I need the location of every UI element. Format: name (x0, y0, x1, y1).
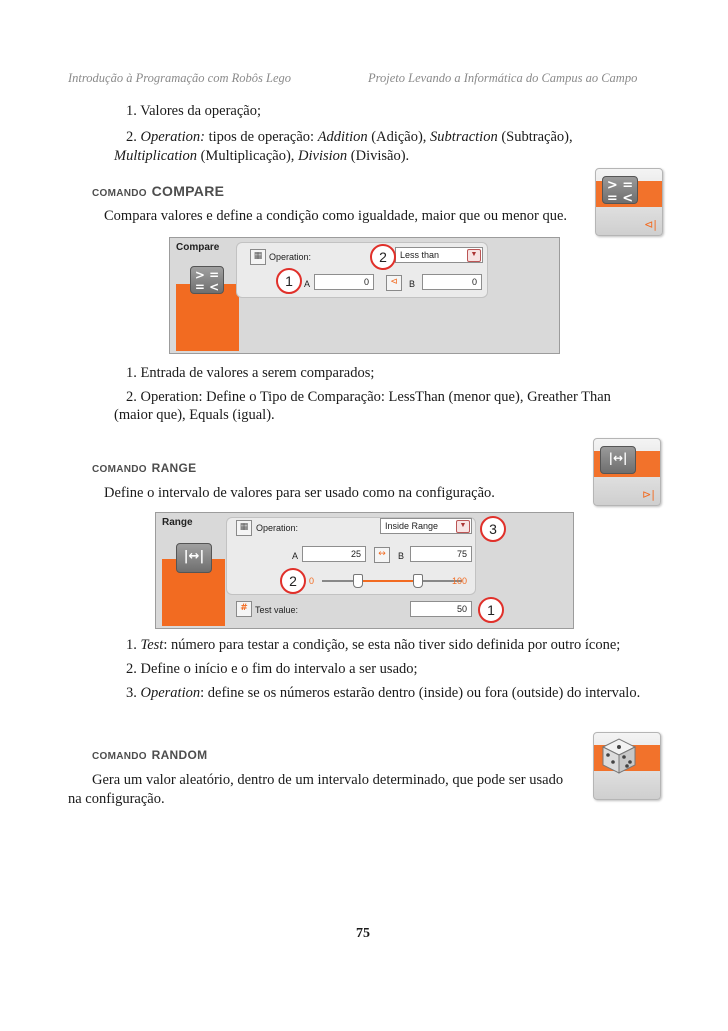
range-description: Define o intervalo de valores para ser usado como na configuração. (104, 485, 495, 501)
random-block-icon (593, 732, 661, 800)
callout-1: 1 (276, 268, 302, 294)
compare-operation-select[interactable]: Less than ▼ (395, 247, 483, 263)
callout-2: 2 (370, 244, 396, 270)
callout-3: 3 (480, 516, 506, 542)
range-heading: COMANDO RANGE (92, 461, 197, 475)
range-block-icon (593, 438, 661, 506)
range-slider-min: 0 (309, 576, 315, 586)
range-operation-label: Operation: (256, 523, 299, 533)
random-description-line-2: na configuração. (68, 791, 165, 807)
range-b-label: B (398, 551, 405, 561)
range-operator-icon: |↔| (176, 543, 212, 573)
compare-list-item-2: 2. Operation: Define o Tipo de Comparação: LessThan (menor que), Greather Than (126, 389, 611, 405)
range-slider-handle-a[interactable] (353, 574, 363, 588)
compare-list-item-2-cont: (maior que), Equals (igual). (114, 407, 275, 423)
compare-orange-block (176, 284, 239, 351)
compare-mini-icon: ⊲ (386, 275, 402, 291)
chevron-down-icon[interactable]: ▼ (467, 249, 481, 262)
compare-description: Compara valores e define a condição como igualdade, maior que ou menor que. (104, 208, 568, 224)
compare-block-icon (595, 168, 663, 236)
hash-icon: # (236, 601, 252, 617)
compare-config-panel (169, 237, 560, 354)
compare-heading: COMANDO COMPARE (92, 183, 225, 199)
range-panel-title: Range (162, 517, 193, 528)
range-test-input[interactable]: 50 (410, 601, 472, 617)
range-list-item-3: 3. Operation: define se os números estarão dentro (inside) ou fora (outside) do intervalo. (126, 685, 641, 701)
range-list-item-2: 2. Define o início e o fim do intervalo a ser usado; (126, 661, 418, 677)
range-b-input[interactable]: 75 (410, 546, 472, 562)
compare-symbol-icon: > = = < (602, 176, 638, 204)
intro-list-item-2: 2. Operation: tipos de operação: Addition (Adição), Subtraction (Subtração), (126, 129, 573, 145)
calculator-icon: ▦ (250, 249, 266, 265)
range-slider-fill (357, 580, 417, 582)
range-mini-icon: ↔ (374, 547, 390, 563)
compare-operator-icon: > = = < (190, 266, 224, 294)
compare-operation-label: Operation: (269, 252, 312, 262)
running-header-left: Introdução à Programação com Robôs Lego (68, 71, 292, 85)
callout-1: 1 (478, 597, 504, 623)
calculator-icon: ▦ (236, 520, 252, 536)
compare-output-icon: ⊲| (644, 218, 657, 231)
callout-2: 2 (280, 568, 306, 594)
intro-list-item-2-cont: Multiplication (Multiplicação), Division (Divisão). (114, 148, 410, 164)
compare-a-label: A (304, 279, 311, 289)
range-operation-select[interactable]: Inside Range ▼ (380, 518, 472, 534)
page-number: 75 (356, 926, 370, 941)
range-test-label: Test value: (255, 605, 299, 615)
random-description-line-1: Gera um valor aleatório, dentro de um intervalo determinado, que pode ser usado (92, 772, 564, 788)
random-heading: COMANDO RANDOM (92, 748, 208, 762)
compare-b-label: B (409, 279, 416, 289)
compare-panel-title: Compare (176, 242, 220, 253)
intro-list-item-1: 1. Valores da operação; (126, 103, 262, 119)
running-header-right: Projeto Levando a Informática do Campus ao Campo (368, 71, 638, 85)
chevron-down-icon[interactable]: ▼ (456, 520, 470, 533)
range-a-label: A (292, 551, 299, 561)
range-config-panel (155, 512, 574, 629)
range-symbol-icon: |↔| (600, 446, 636, 474)
range-list-item-1: 1. Test: número para testar a condição, se esta não tiver sido definida por outro ícone; (126, 637, 621, 653)
range-slider-max: 100 (452, 576, 468, 586)
compare-b-input[interactable]: 0 (422, 274, 482, 290)
compare-a-input[interactable]: 0 (314, 274, 374, 290)
dice-icon (599, 735, 639, 775)
compare-list-item-1: 1. Entrada de valores a serem comparados; (126, 365, 375, 381)
range-output-icon: ⊳| (642, 488, 655, 501)
range-a-input[interactable]: 25 (302, 546, 366, 562)
range-slider-handle-b[interactable] (413, 574, 423, 588)
